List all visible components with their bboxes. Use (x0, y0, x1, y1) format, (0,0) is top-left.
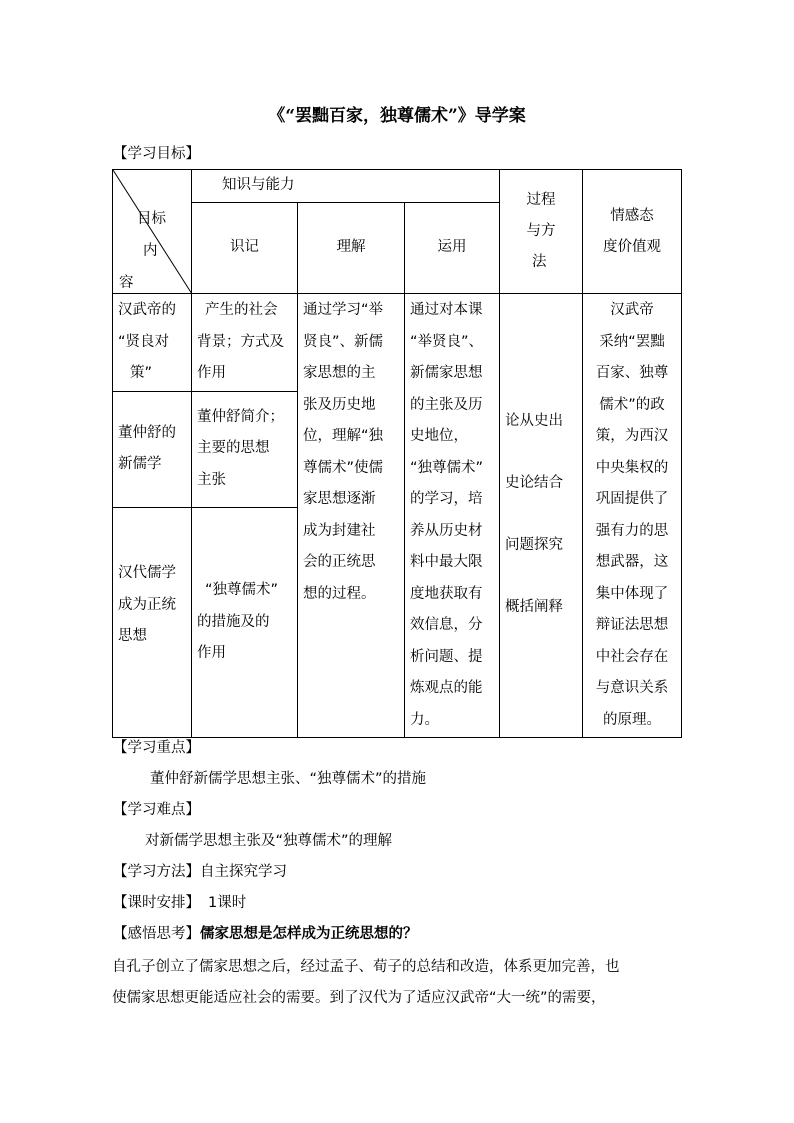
content-line: 策” (130, 365, 153, 381)
process-line: 史论结合 (505, 475, 563, 491)
process-line: 问题探究 (505, 537, 563, 553)
sub-header-remember: 识记 (192, 203, 298, 294)
content-line: “贤良对 (118, 333, 170, 350)
sub-header-apply: 运用 (405, 203, 500, 294)
remember-cell (192, 391, 298, 507)
emotion-line: 集中体现了 (595, 585, 669, 602)
apply-line: 度地获取有 (410, 585, 483, 602)
emotion-cell (583, 294, 682, 738)
understand-line: 成为封建社 (303, 522, 376, 539)
content-line: 新儒学 (118, 456, 162, 473)
understand-cell (298, 294, 405, 738)
emotion-line: 汉武帝 (610, 302, 654, 318)
remember-cell (192, 294, 298, 392)
content-cell (113, 508, 192, 738)
emotion-line: 巩固提供了 (595, 491, 669, 507)
apply-line: “举贤良”、 (410, 333, 484, 350)
corner-label-content-2: 容 (119, 275, 134, 291)
reflection-question: 儒家思想是怎样成为正统思想的？ (200, 925, 418, 942)
emotion-line: 与意识关系 (595, 680, 669, 696)
remember-line: 作用 (197, 365, 226, 381)
understand-line: 家思想逐渐 (303, 491, 376, 507)
process-line: 论从史出 (505, 413, 563, 429)
paragraph-line: 自孔子创立了儒家思想之后，经过孟子、荀子的总结和改造，体系更加完善，也 (112, 959, 620, 975)
method-label: 【学习方法】 (113, 864, 200, 880)
understand-line: 尊儒术”使儒 (303, 459, 384, 476)
remember-line: 作用 (197, 645, 226, 662)
apply-line: 效信息，分 (410, 617, 483, 633)
knowledge-header: 知识与能力 (222, 177, 295, 193)
process-header-cell (500, 170, 583, 294)
section-heading-key-points: 【学习重点】 (113, 740, 200, 756)
schedule-text: 1课时 (208, 895, 247, 911)
apply-line: “独尊儒术” (410, 459, 484, 476)
content-cell (113, 294, 192, 392)
remember-line: “独尊儒术” (205, 582, 279, 599)
remember-line: 董仲舒简介； (197, 408, 284, 425)
emotion-header-line: 情感态 (610, 208, 654, 224)
understand-line: 会的正统思 (303, 554, 376, 570)
content-line: 汉代儒学 (118, 565, 176, 582)
apply-line: 力。 (410, 711, 439, 728)
corner-label-content-1: 内 (143, 243, 158, 259)
apply-line: 养从历史材 (410, 522, 483, 539)
understand-line: 张及历史地 (303, 396, 376, 413)
process-header-line: 法 (532, 254, 547, 270)
apply-line: 的学习，培 (410, 491, 483, 507)
section-reflection (113, 923, 418, 945)
apply-line: 析问题、提 (410, 648, 483, 665)
method-text: 自主探究学习 (200, 864, 287, 880)
apply-line: 新儒家思想 (410, 365, 483, 381)
understand-line: 家思想的主 (303, 365, 376, 381)
apply-cell (405, 294, 500, 738)
remember-line: 主张 (197, 471, 226, 488)
apply-line: 炼观点的能 (410, 680, 483, 696)
corner-label-target: 目标 (137, 211, 166, 227)
emotion-line: 儒术”的政 (599, 396, 665, 413)
paragraph-line: 使儒家思想更能适应社会的需要。到了汉代为了适应汉武帝“大一统”的需要， (112, 990, 606, 1006)
content-line: 成为正统 (118, 596, 176, 613)
emotion-line: 采纳“罢黜 (599, 333, 665, 350)
content-line: 汉武帝的 (118, 302, 176, 318)
section-heading-goals: 【学习目标】 (113, 146, 200, 162)
apply-line: 料中最大限 (410, 554, 483, 570)
content-cell (113, 391, 192, 507)
understand-line: 想的过程。 (303, 585, 376, 602)
difficulties-text: 对新儒学思想主张及“独尊儒术”的理解 (145, 833, 393, 849)
section-schedule (113, 892, 246, 914)
emotion-line: 想武器，这 (595, 554, 669, 570)
process-header-line: 过程 (526, 192, 556, 208)
apply-line: 的主张及历 (410, 396, 483, 413)
emotion-line: 策，为西汉 (595, 428, 669, 444)
goals-table (112, 169, 682, 738)
process-header-line: 与方 (526, 223, 556, 239)
body-paragraph (112, 952, 682, 1014)
emotion-line: 的原理。 (603, 711, 661, 728)
remember-line: 产生的社会 (205, 302, 278, 318)
remember-line: 的措施及的 (197, 613, 270, 630)
understand-line: 贤良”、新儒 (303, 333, 384, 350)
emotion-line: 中央集权的 (595, 459, 669, 476)
emotion-line: 百家、独尊 (595, 365, 669, 381)
key-points-text: 董仲舒新儒学思想主张、“独尊儒术”的措施 (150, 771, 427, 787)
content-line: 思想 (118, 628, 147, 645)
content-line: 董仲舒的 (118, 424, 176, 441)
reflection-label: 【感悟思考】 (113, 926, 200, 942)
emotion-header-line: 度价值观 (603, 239, 661, 255)
page-title: 《“罢黜百家，独尊儒术”》导学案 (268, 106, 526, 126)
section-method (113, 861, 287, 883)
remember-line: 背景；方式及 (197, 333, 284, 350)
remember-cell (192, 508, 298, 738)
corner-header-cell (113, 170, 192, 294)
apply-line: 通过对本课 (410, 302, 483, 318)
understand-line: 通过学习“举 (303, 302, 384, 318)
understand-line: 位，理解“独 (303, 428, 384, 444)
remember-line: 主要的思想 (197, 440, 270, 457)
apply-line: 史地位， (410, 428, 468, 444)
section-heading-difficulties: 【学习难点】 (113, 802, 200, 818)
sub-header-understand: 理解 (298, 203, 405, 294)
emotion-line: 中社会存在 (595, 648, 669, 665)
process-cell (500, 294, 583, 738)
process-line: 概括阐释 (505, 599, 563, 615)
emotion-header-cell (583, 170, 682, 294)
knowledge-header-cell (192, 170, 500, 203)
emotion-line: 强有力的思 (595, 522, 669, 539)
schedule-label: 【课时安排】 (113, 895, 200, 911)
emotion-line: 辩证法思想 (595, 617, 669, 633)
